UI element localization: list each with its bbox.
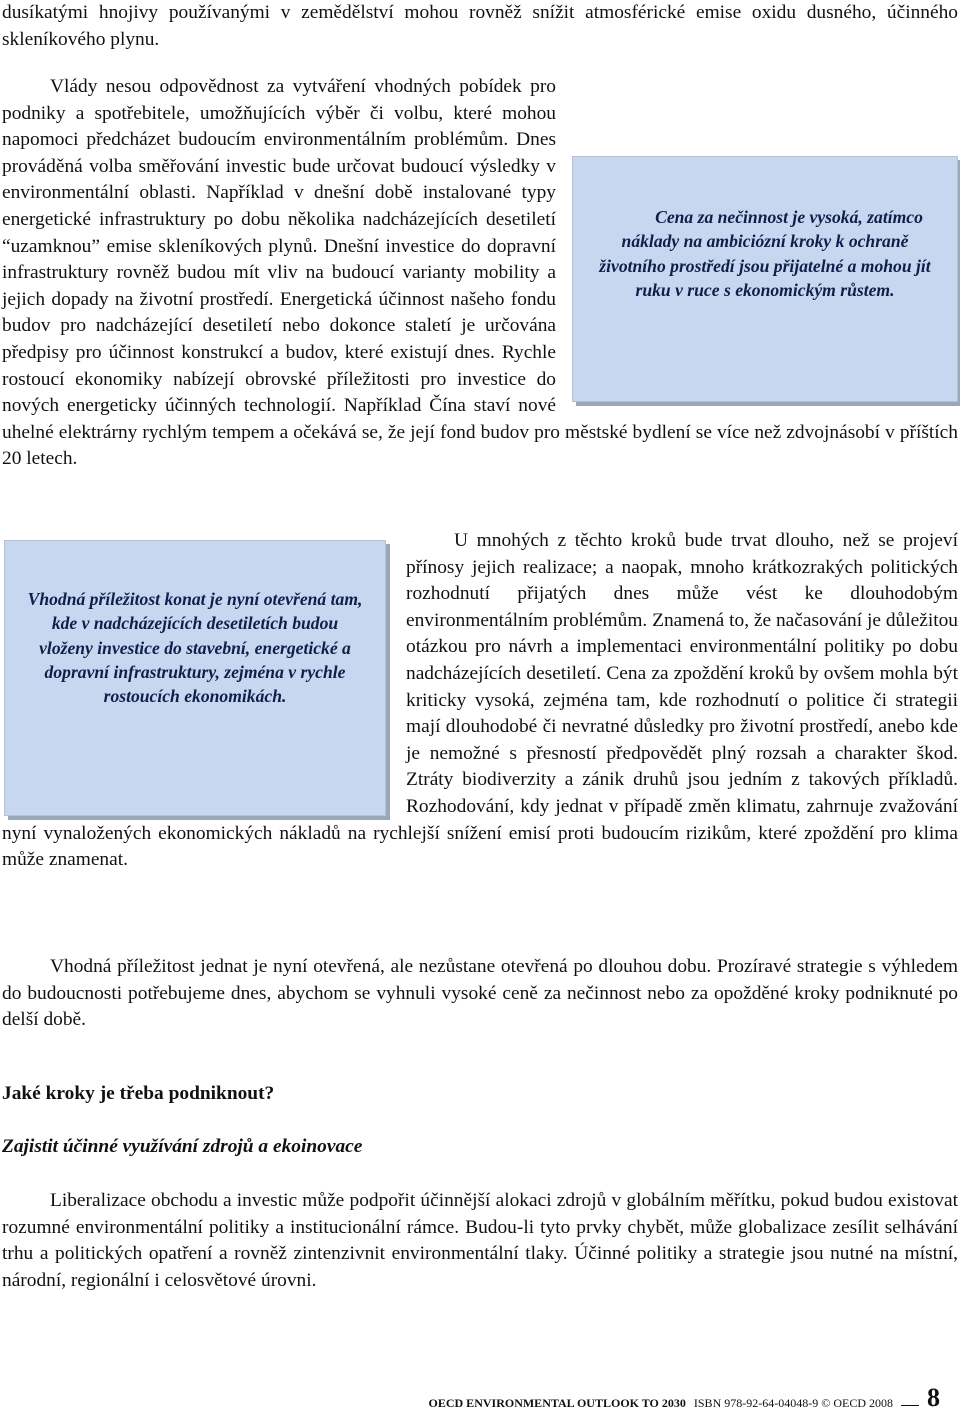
page-footer <box>429 1385 940 1411</box>
callout-box-opportunity <box>4 540 386 816</box>
page-number: 8 <box>927 1383 940 1412</box>
section-subheading: Zajistit účinné využívání zdrojů a ekoinovace <box>2 1136 363 1157</box>
paragraph-window: Vhodná příležitost jednat je nyní otevřená, ale nezůstane otevřená po dlouhou dobu. Prozíravé strategie s výhledem do budoucnosti potřebujeme dnes, abychom se vyhnuli vysoké ceně za nečinnost nebo za opožděné kroky podniknuté po delší době. <box>2 956 958 1031</box>
callout-box-cost-of-inaction <box>572 156 958 402</box>
footer-publication: OECD ENVIRONMENTAL OUTLOOK TO 2030 <box>428 1396 686 1410</box>
section-heading: Jaké kroky je třeba podniknout? <box>2 1083 275 1104</box>
paragraph-timing <box>2 528 958 874</box>
paragraph-text: Vlády nesou odpovědnost za vytváření vhodných pobídek pro podniky a spotřebitele, umožňujících výběr či volbu, které mohou napomoci předcházet budoucím environmentálním problémům. Dnes prováděná volba směřování investic bude určovat budoucí výsledky v environmentální oblasti. Například v dnešní době instalované typy energetické infrastruktury po dobu několika nadcházejících desetiletí “uzamknou” emise skleníkových plynů. Dnešní investice do dopravní infrastruktury rovněž budou mít vliv na budoucí varianty mobility a jejich dopady na životní prostředí. Energetická účinnost našeho fondu budov pro nadcházející desetiletí nebo dokonce staletí je určována předpisy pro účinnost konstrukcí a budov, které existují dnes. Rychle rostoucí ekonomiky nabízejí obrovské příležitosti pro investice do nových energeticky účinných technologií. Například Čína staví nové uhelné elektrárny rychlým tempem a očekává se, že její fond budov pro městské bydlení se více než zdvojnásobí v příštích 20 letech. <box>2 76 958 470</box>
callout-text: Vhodná příležitost konat je nyní otevřená tam, kde v nadcházejících desetiletích budou vloženy investice do stavební, energetické a dopravní infrastruktury, zejména v rychle rostoucích ekonomikách. <box>27 589 363 707</box>
paragraph-continued: dusíkatými hnojivy používanými v zemědělství mohou rovněž snížit atmosférické emise oxidu dusného, účinného skleníkového plynu. <box>2 2 958 50</box>
paragraph-text: U mnohých z těchto kroků bude trvat dlouho, než se projeví přínosy jejich realizace; a naopak, mnoho krátkozrakých politických rozhodnutí přijatých dnes může vést ke dlouhodobým environmentálním problémům. Znamená to, že načasování je důležitou otázkou pro návrh a implementaci environmentální politiky po dobu nadcházejících desetiletí. Cena za zpoždění kroků by ovšem mohla být kriticky vysoká, zejména tam, kde rozhodnutí o politice či strategii mají dlouhodobé či nevratné důsledky pro životní prostředí, anebo kde je nemožné s přesností předpovědět plný rozsah a charakter škod. Ztráty biodiverzity a zánik druhů jsou jedním z takových příkladů. Rozhodování, kdy jednat v případě změn klimatu, zahrnuje zvažování nyní vynaložených ekonomických nákladů na rychlejší snížení emisí proti budoucím rizikům, které zpoždění pro klima může znamenat. <box>2 530 958 871</box>
paragraph-trade: Liberalizace obchodu a investic může podpořit účinnější alokaci zdrojů v globálním měřítku, pokud budou existovat rozumné environmentální politiky a institucionální rámce. Budou-li tyto prvky chybět, může globalizace zesílit selhávání trhu a politických opatření a rovněž zintenzivnit environmentální tlaky. Účinné politiky a strategie jsou nutné na místní, národní, regionální i celosvětové úrovni. <box>2 1190 958 1291</box>
footer-divider <box>901 1405 919 1406</box>
callout-text: Cena za nečinnost je vysoká, zatímco náklady na ambiciózní kroky k ochraně životního prostředí jsou přijatelné a mohou jít ruku v ruce s ekonomickým růstem. <box>599 207 931 300</box>
paragraph-investment <box>2 74 958 473</box>
footer-isbn: ISBN 978-92-64-04048-9 © OECD 2008 <box>693 1396 893 1410</box>
